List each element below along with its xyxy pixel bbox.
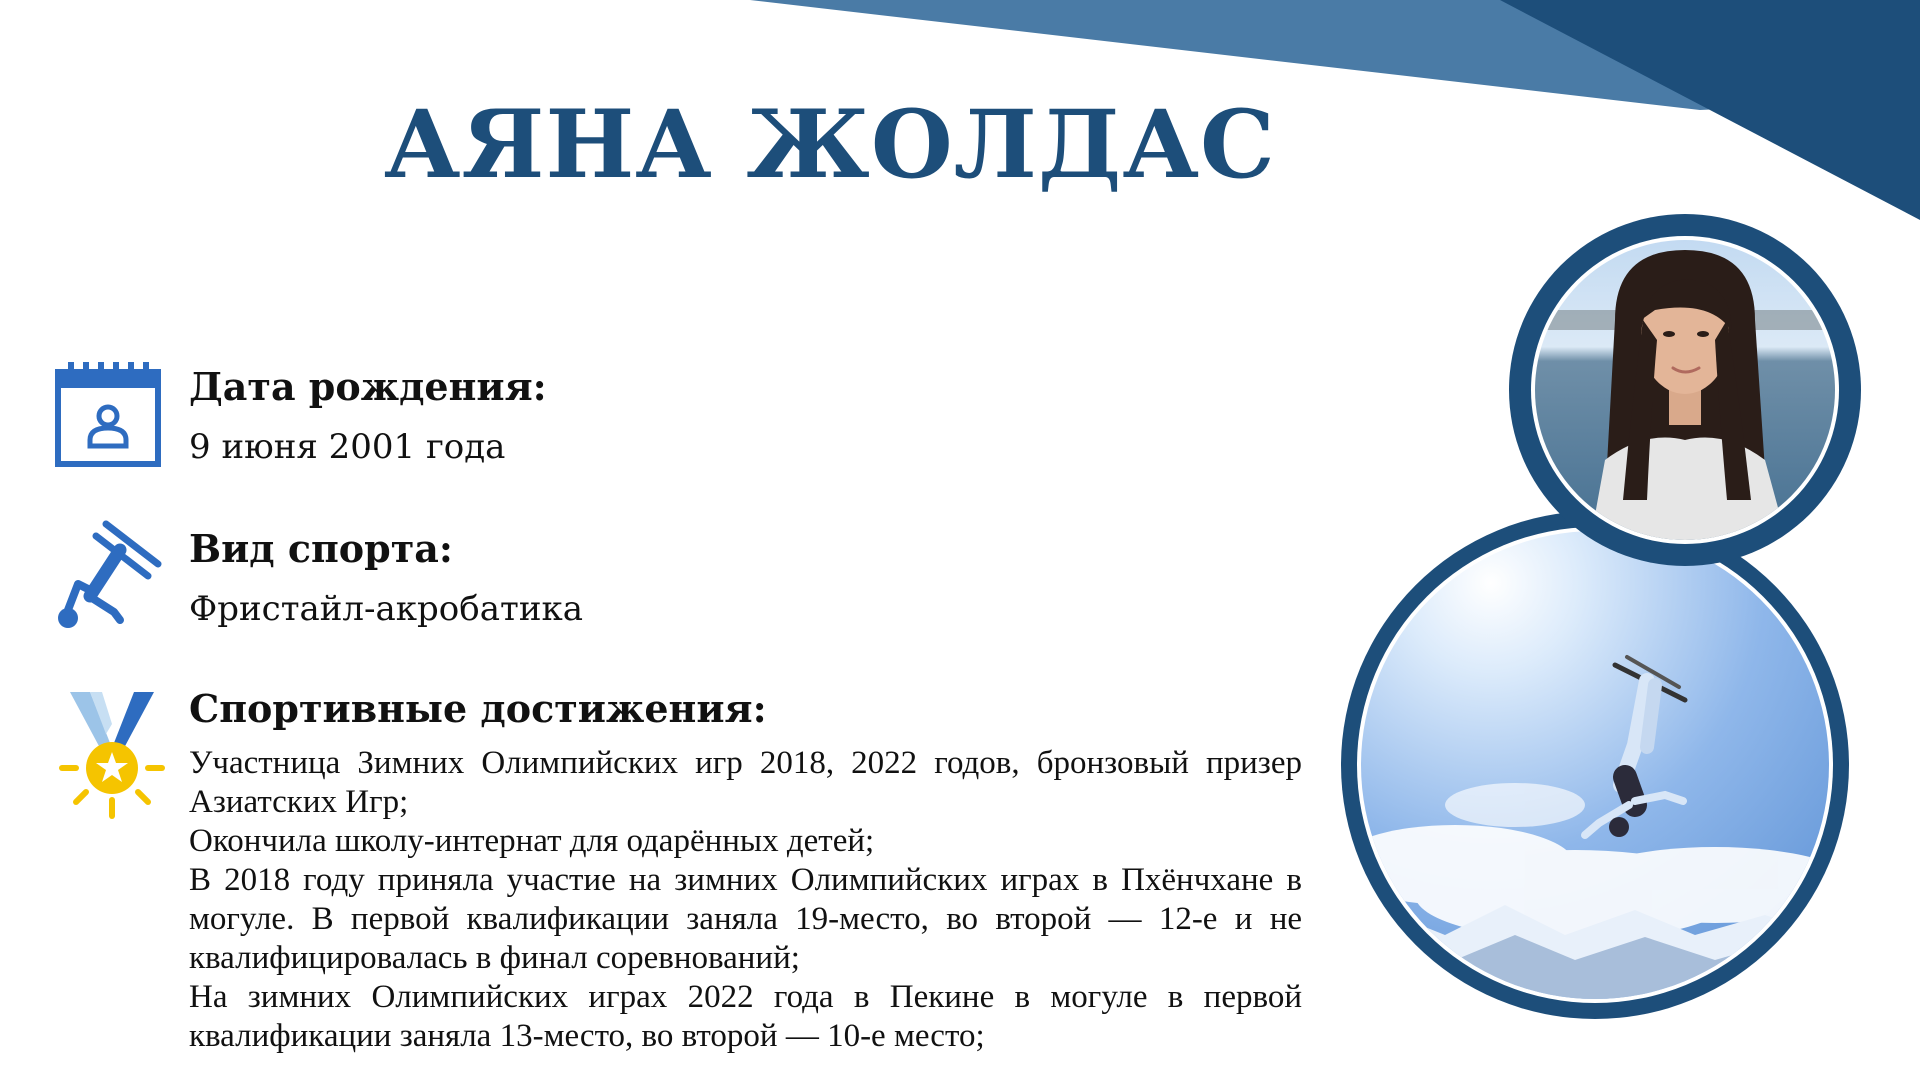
- achievements-list: [189, 744, 1302, 1056]
- athlete-portrait: [1505, 210, 1865, 570]
- achievement-item: В 2018 году приняла участие на зимних Олимпийских играх в Пхёнчхане в могуле. В первой квалификации заняла 19-место, во второй — 12-е и не квалифицировалась в финал соревнований;: [189, 862, 1302, 976]
- achievement-item: Участница Зимних Олимпийских игр 2018, 2022 годов, бронзовый призер Азиатских Игр;: [189, 745, 1302, 820]
- medal-icon: [56, 690, 168, 822]
- ski-jump-photo: [1335, 505, 1855, 1025]
- achievement-item: Окончила школу-интернат для одарённых детей;: [189, 823, 875, 859]
- achievements-label: Спортивные достижения:: [189, 686, 767, 731]
- sport-value: Фристайл-акробатика: [189, 589, 584, 629]
- sport-label: Вид спорта:: [189, 526, 453, 571]
- birth-date-value: 9 июня 2001 года: [189, 427, 506, 467]
- birth-date-label: Дата рождения:: [189, 364, 547, 409]
- calendar-person-icon: [54, 360, 162, 468]
- freestyle-skier-icon: [54, 518, 164, 630]
- achievement-item: На зимних Олимпийских играх 2022 года в Пекине в могуле в первой квалификации заняла 13-место, во второй — 10-е место;: [189, 979, 1302, 1054]
- page-title: АЯНА ЖОЛДАС: [384, 90, 1276, 200]
